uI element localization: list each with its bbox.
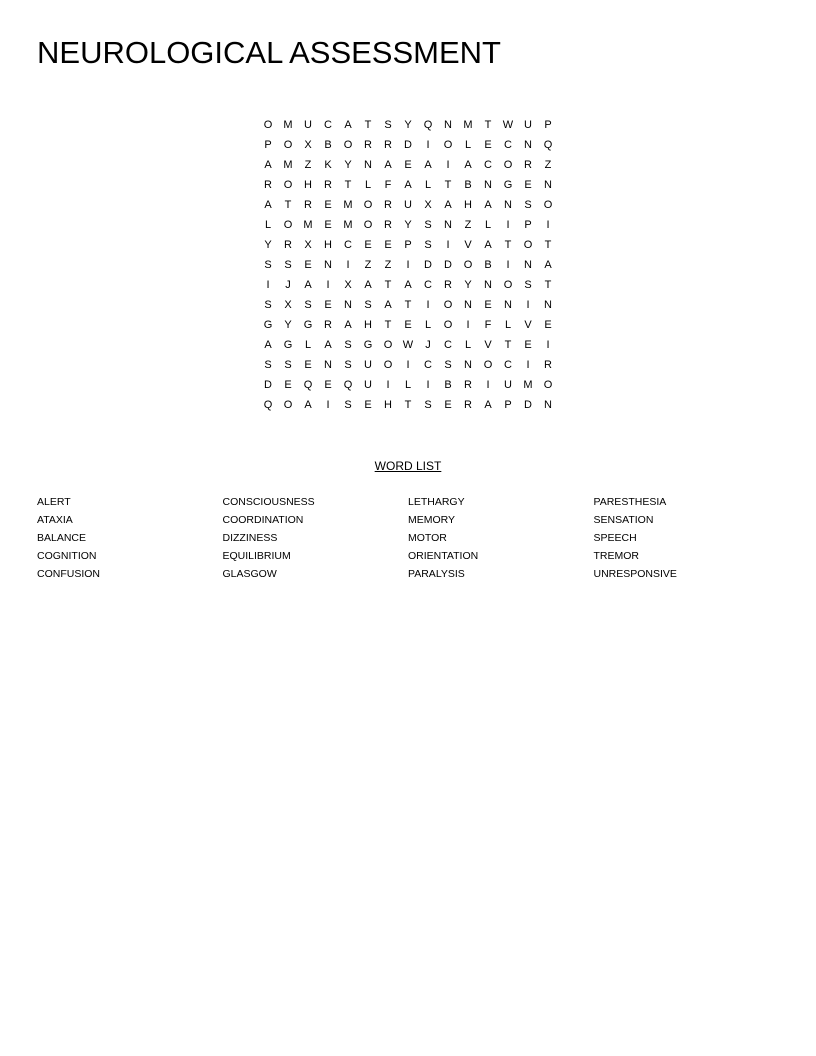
word-list-item: COGNITION — [37, 550, 97, 562]
grid-letter: S — [264, 359, 272, 371]
grid-letter: V — [464, 239, 472, 251]
grid-letter: R — [384, 139, 392, 151]
grid-letter: C — [324, 119, 332, 131]
word-list — [37, 494, 797, 584]
grid-letter: H — [384, 399, 392, 411]
grid-row — [258, 275, 558, 295]
grid-letter: E — [364, 399, 372, 411]
grid-letter: S — [344, 339, 352, 351]
grid-letter: S — [444, 359, 452, 371]
grid-letter: R — [464, 379, 472, 391]
grid-letter: R — [544, 359, 552, 371]
grid-letter: L — [364, 179, 372, 191]
grid-letter: O — [343, 139, 353, 151]
grid-letter: H — [304, 179, 312, 191]
grid-letter: X — [344, 279, 352, 291]
grid-letter: Q — [263, 399, 273, 411]
word-list-item: GLASGOW — [222, 568, 277, 580]
word-list-item: DIZZINESS — [222, 532, 278, 544]
grid-letter: O — [503, 159, 513, 171]
grid-letter: M — [283, 119, 293, 131]
grid-row — [258, 295, 558, 315]
grid-letter: N — [524, 139, 532, 151]
grid-letter: A — [384, 299, 392, 311]
word-list-item: SENSATION — [593, 514, 654, 526]
grid-letter: E — [524, 179, 532, 191]
grid-letter: I — [486, 379, 490, 391]
grid-letter: D — [444, 259, 452, 271]
grid-row — [258, 255, 558, 275]
grid-letter: O — [283, 139, 293, 151]
grid-letter: R — [324, 319, 332, 331]
grid-letter: O — [443, 319, 453, 331]
grid-letter: O — [523, 239, 533, 251]
grid-letter: C — [424, 279, 432, 291]
grid-letter: A — [364, 279, 372, 291]
grid-letter: P — [544, 119, 552, 131]
grid-letter: A — [344, 119, 352, 131]
grid-letter: T — [364, 119, 372, 131]
grid-letter: H — [364, 319, 372, 331]
grid-letter: B — [484, 259, 492, 271]
grid-letter: O — [283, 179, 293, 191]
grid-letter: U — [404, 199, 412, 211]
grid-letter: A — [484, 199, 492, 211]
grid-letter: J — [425, 339, 431, 351]
grid-letter: Z — [464, 219, 472, 231]
grid-letter: S — [344, 359, 352, 371]
grid-letter: O — [283, 219, 293, 231]
grid-letter: J — [285, 279, 291, 291]
grid-letter: L — [264, 219, 272, 231]
grid-letter: T — [404, 399, 412, 411]
grid-letter: M — [343, 219, 353, 231]
grid-letter: R — [384, 219, 392, 231]
grid-letter: O — [383, 359, 393, 371]
grid-letter: U — [524, 119, 532, 131]
word-list-item: COORDINATION — [222, 514, 304, 526]
grid-letter: N — [444, 219, 452, 231]
grid-letter: T — [444, 179, 452, 191]
grid-letter: O — [463, 259, 473, 271]
grid-letter: X — [424, 199, 432, 211]
grid-letter: L — [464, 339, 472, 351]
grid-letter: S — [424, 219, 432, 231]
grid-letter: A — [544, 259, 552, 271]
grid-letter: P — [264, 139, 272, 151]
grid-letter: Y — [404, 119, 412, 131]
grid-letter: I — [526, 359, 530, 371]
grid-letter: R — [384, 199, 392, 211]
grid-letter: S — [344, 399, 352, 411]
grid-letter: A — [304, 399, 312, 411]
grid-letter: T — [344, 179, 352, 191]
grid-letter: A — [424, 159, 432, 171]
grid-letter: E — [324, 379, 332, 391]
grid-letter: N — [484, 279, 492, 291]
grid-letter: A — [344, 319, 352, 331]
grid-letter: I — [266, 279, 270, 291]
grid-letter: P — [404, 239, 412, 251]
grid-letter: H — [464, 199, 472, 211]
grid-letter: T — [384, 279, 392, 291]
grid-row — [258, 115, 558, 135]
grid-letter: R — [284, 239, 292, 251]
grid-letter: T — [544, 239, 552, 251]
word-list-item: UNRESPONSIVE — [593, 568, 677, 580]
grid-letter: C — [344, 239, 352, 251]
grid-letter: A — [304, 279, 312, 291]
grid-row — [258, 235, 558, 255]
grid-letter: A — [464, 159, 472, 171]
grid-letter: R — [264, 179, 272, 191]
grid-letter: N — [344, 299, 352, 311]
grid-letter: U — [504, 379, 512, 391]
grid-row — [258, 355, 558, 375]
grid-letter: O — [363, 219, 373, 231]
grid-letter: P — [524, 219, 532, 231]
grid-letter: Q — [423, 119, 433, 131]
page-title: NEUROLOGICAL ASSESSMENT — [37, 35, 501, 70]
grid-letter: N — [544, 299, 552, 311]
grid-letter: X — [304, 239, 312, 251]
grid-letter: R — [324, 179, 332, 191]
grid-letter: R — [444, 279, 452, 291]
grid-letter: S — [364, 299, 372, 311]
word-list-column — [223, 494, 409, 584]
word-list-item: LETHARGY — [408, 496, 465, 508]
grid-letter: G — [303, 319, 313, 331]
grid-letter: Y — [284, 319, 292, 331]
grid-letter: E — [484, 139, 492, 151]
grid-letter: T — [544, 279, 552, 291]
grid-letter: E — [524, 339, 532, 351]
grid-letter: X — [284, 299, 292, 311]
word-list-item: PARALYSIS — [408, 568, 465, 580]
grid-letter: S — [424, 399, 432, 411]
grid-letter: E — [404, 159, 412, 171]
grid-row — [258, 215, 558, 235]
grid-letter: Q — [343, 379, 353, 391]
grid-letter: B — [464, 179, 472, 191]
grid-letter: T — [504, 339, 512, 351]
grid-letter: T — [384, 319, 392, 331]
grid-letter: F — [384, 179, 392, 191]
grid-letter: U — [304, 119, 312, 131]
grid-letter: A — [444, 199, 452, 211]
grid-letter: C — [424, 359, 432, 371]
grid-letter: I — [506, 259, 510, 271]
grid-letter: Y — [264, 239, 272, 251]
grid-letter: M — [463, 119, 473, 131]
grid-letter: X — [304, 139, 312, 151]
grid-letter: A — [324, 339, 332, 351]
grid-letter: U — [364, 359, 372, 371]
grid-letter: Y — [404, 219, 412, 231]
grid-letter: M — [523, 379, 533, 391]
word-list-item: MEMORY — [408, 514, 456, 526]
grid-letter: E — [324, 219, 332, 231]
grid-letter: I — [346, 259, 350, 271]
grid-letter: T — [504, 239, 512, 251]
grid-letter: D — [404, 139, 412, 151]
word-list-item: PARESTHESIA — [593, 496, 667, 508]
grid-letter: L — [424, 319, 432, 331]
grid-letter: G — [503, 179, 513, 191]
grid-letter: R — [524, 159, 532, 171]
grid-letter: T — [284, 199, 292, 211]
grid-letter: A — [264, 159, 272, 171]
grid-letter: I — [326, 399, 330, 411]
letter-grid — [258, 115, 558, 415]
word-list-column — [37, 494, 223, 584]
grid-letter: Q — [303, 379, 313, 391]
grid-letter: N — [504, 299, 512, 311]
grid-letter: L — [404, 379, 412, 391]
word-list-item: SPEECH — [593, 532, 637, 544]
grid-letter: M — [283, 159, 293, 171]
grid-letter: Z — [304, 159, 312, 171]
word-list-item: ATAXIA — [37, 514, 73, 526]
grid-letter: I — [446, 239, 450, 251]
grid-letter: G — [263, 319, 273, 331]
grid-letter: N — [504, 199, 512, 211]
grid-letter: I — [446, 159, 450, 171]
grid-letter: W — [502, 119, 514, 131]
grid-letter: I — [466, 319, 470, 331]
grid-letter: D — [424, 259, 432, 271]
grid-letter: L — [504, 319, 512, 331]
grid-letter: B — [444, 379, 452, 391]
grid-letter: I — [426, 139, 430, 151]
grid-row — [258, 375, 558, 395]
grid-letter: C — [444, 339, 452, 351]
grid-letter: A — [384, 159, 392, 171]
grid-letter: E — [384, 239, 392, 251]
grid-letter: R — [304, 199, 312, 211]
grid-letter: I — [506, 219, 510, 231]
grid-letter: N — [324, 259, 332, 271]
grid-letter: O — [263, 119, 273, 131]
grid-letter: R — [364, 139, 372, 151]
grid-letter: N — [464, 359, 472, 371]
grid-letter: S — [264, 299, 272, 311]
grid-letter: A — [264, 199, 272, 211]
grid-letter: A — [404, 179, 412, 191]
word-list-item: BALANCE — [37, 532, 87, 544]
grid-letter: M — [343, 199, 353, 211]
grid-letter: I — [546, 339, 550, 351]
grid-letter: I — [326, 279, 330, 291]
grid-letter: S — [524, 279, 532, 291]
grid-letter: Y — [464, 279, 472, 291]
grid-letter: A — [404, 279, 412, 291]
word-list-item: ORIENTATION — [408, 550, 479, 562]
grid-letter: E — [324, 199, 332, 211]
grid-letter: V — [524, 319, 532, 331]
grid-row — [258, 335, 558, 355]
grid-letter: I — [546, 219, 550, 231]
grid-letter: I — [386, 379, 390, 391]
grid-letter: N — [464, 299, 472, 311]
grid-letter: A — [264, 339, 272, 351]
grid-letter: H — [324, 239, 332, 251]
grid-letter: I — [406, 359, 410, 371]
grid-letter: S — [284, 359, 292, 371]
grid-letter: I — [426, 379, 430, 391]
grid-letter: G — [283, 339, 293, 351]
grid-letter: I — [526, 299, 530, 311]
grid-letter: C — [484, 159, 492, 171]
grid-letter: N — [484, 179, 492, 191]
grid-letter: S — [264, 259, 272, 271]
word-list-item: TREMOR — [593, 550, 639, 562]
grid-letter: V — [484, 339, 492, 351]
grid-letter: O — [363, 199, 373, 211]
grid-letter: O — [503, 279, 513, 291]
grid-letter: Z — [384, 259, 392, 271]
grid-letter: E — [304, 259, 312, 271]
grid-letter: C — [504, 359, 512, 371]
grid-letter: T — [484, 119, 492, 131]
grid-letter: L — [484, 219, 492, 231]
grid-letter: E — [324, 299, 332, 311]
grid-letter: G — [363, 339, 373, 351]
grid-letter: S — [424, 239, 432, 251]
grid-letter: W — [402, 339, 414, 351]
word-list-item: EQUILIBRIUM — [222, 550, 291, 562]
grid-letter: D — [524, 399, 532, 411]
grid-letter: Z — [364, 259, 372, 271]
grid-letter: N — [324, 359, 332, 371]
grid-letter: N — [544, 399, 552, 411]
grid-letter: A — [484, 399, 492, 411]
grid-letter: D — [264, 379, 272, 391]
grid-row — [258, 155, 558, 175]
grid-letter: R — [464, 399, 472, 411]
grid-row — [258, 135, 558, 155]
grid-letter: P — [504, 399, 512, 411]
grid-row — [258, 395, 558, 415]
grid-letter: O — [543, 199, 553, 211]
grid-letter: O — [383, 339, 393, 351]
grid-letter: I — [406, 259, 410, 271]
word-list-column — [408, 494, 594, 584]
grid-letter: N — [524, 259, 532, 271]
grid-letter: F — [484, 319, 492, 331]
grid-letter: E — [364, 239, 372, 251]
grid-letter: O — [443, 299, 453, 311]
word-list-heading: WORD LIST — [374, 459, 442, 473]
word-list-item: ALERT — [37, 496, 71, 508]
grid-letter: K — [324, 159, 332, 171]
grid-letter: E — [404, 319, 412, 331]
grid-letter: B — [324, 139, 332, 151]
grid-letter: S — [304, 299, 312, 311]
grid-letter: E — [304, 359, 312, 371]
grid-letter: Y — [344, 159, 352, 171]
grid-row — [258, 195, 558, 215]
grid-letter: A — [484, 239, 492, 251]
grid-letter: O — [283, 399, 293, 411]
grid-letter: E — [284, 379, 292, 391]
grid-letter: S — [284, 259, 292, 271]
grid-letter: N — [544, 179, 552, 191]
word-list-column — [594, 494, 780, 584]
grid-letter: Z — [544, 159, 552, 171]
grid-letter: Q — [543, 139, 553, 151]
grid-letter: N — [444, 119, 452, 131]
grid-letter: M — [303, 219, 313, 231]
grid-letter: L — [464, 139, 472, 151]
grid-letter: E — [444, 399, 452, 411]
grid-letter: U — [364, 379, 372, 391]
word-list-item: CONSCIOUSNESS — [222, 496, 315, 508]
grid-letter: I — [426, 299, 430, 311]
grid-letter: E — [484, 299, 492, 311]
grid-letter: O — [543, 379, 553, 391]
grid-letter: T — [404, 299, 412, 311]
grid-letter: L — [424, 179, 432, 191]
word-list-item: MOTOR — [408, 532, 447, 544]
grid-row — [258, 175, 558, 195]
word-list-item: CONFUSION — [37, 568, 100, 580]
grid-letter: C — [504, 139, 512, 151]
grid-letter: E — [544, 319, 552, 331]
grid-letter: S — [384, 119, 392, 131]
grid-letter: S — [524, 199, 532, 211]
grid-letter: L — [304, 339, 312, 351]
grid-letter: N — [364, 159, 372, 171]
grid-letter: O — [443, 139, 453, 151]
grid-letter: O — [483, 359, 493, 371]
grid-row — [258, 315, 558, 335]
